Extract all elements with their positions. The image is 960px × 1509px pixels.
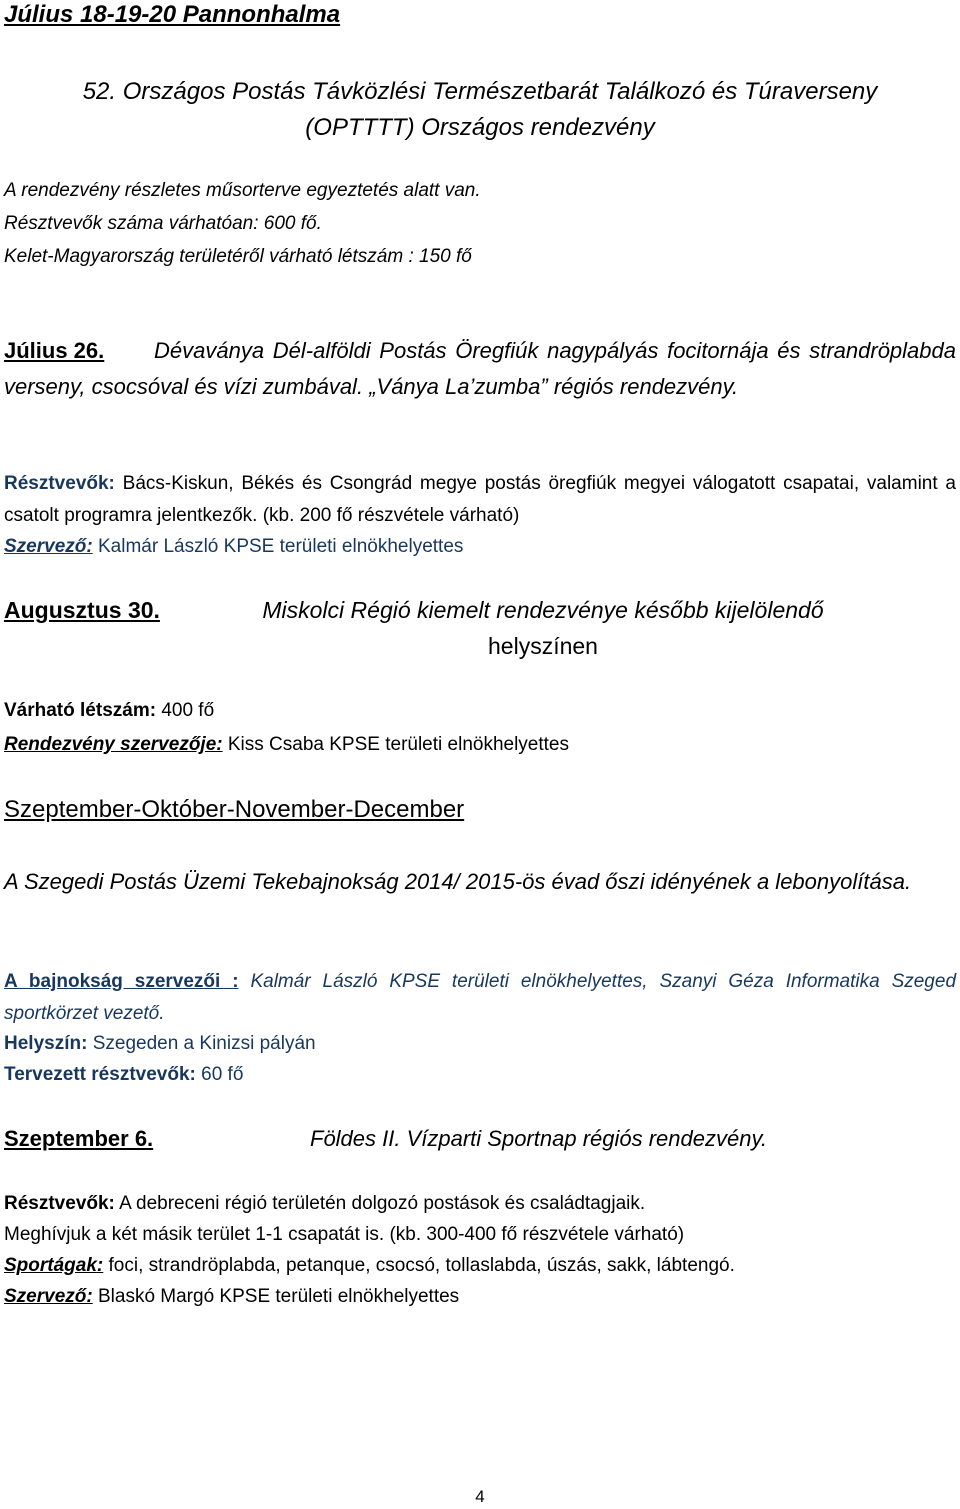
event3-title bbox=[216, 592, 870, 664]
event2-header bbox=[4, 333, 956, 405]
event2-participants-label: Résztvevők: bbox=[4, 473, 115, 494]
event1-date-heading: Július 18-19-20 Pannonhalma bbox=[4, 1, 341, 28]
event3-date: Augusztus 30. bbox=[4, 597, 160, 623]
event4-location-label: Helyszín: bbox=[4, 1033, 88, 1054]
event3-expected bbox=[4, 694, 956, 728]
event2-participants bbox=[4, 468, 956, 532]
event5-sports-label: Sportágak: bbox=[4, 1255, 104, 1276]
event4-planned-label: Tervezett résztvevők: bbox=[4, 1064, 196, 1085]
event5-organizer-label: Szervező: bbox=[4, 1286, 93, 1307]
event2-desc-quote: „Ványa La’zumba” bbox=[369, 374, 548, 399]
event3-details bbox=[4, 694, 956, 762]
event4-location bbox=[4, 1028, 956, 1059]
event3-organizer-text: Kiss Csaba KPSE területi elnökhelyettes bbox=[227, 734, 569, 755]
event5-participants bbox=[4, 1188, 956, 1219]
event5-participants-label: Résztvevők: bbox=[4, 1193, 115, 1214]
event5-date: Szeptember 6. bbox=[4, 1126, 154, 1151]
event1-line1: A rendezvény részletes műsorterve egyeztetés alatt van. bbox=[4, 180, 481, 201]
event5-participants-text: A debreceni régió területén dolgozó postások és családtagjaik. bbox=[119, 1193, 646, 1214]
event1-details bbox=[4, 174, 956, 273]
event3-expected-text: 400 fő bbox=[161, 700, 215, 721]
event5-organizer bbox=[4, 1281, 956, 1312]
event2-participants-text: Bács-Kiskun, Békés és Csongrád megye postás öregfiúk megyei válogatott csapatai, valamint a csatolt programra jelentkezők. (kb. 200 fő részvétele várható) bbox=[4, 473, 956, 526]
event4-organizers-label: A bajnokság szervezői : bbox=[4, 971, 239, 992]
event4-details bbox=[4, 1028, 956, 1090]
event1-title bbox=[10, 74, 950, 146]
event4-location-text: Szegeden a Kinizsi pályán bbox=[92, 1033, 316, 1054]
event4-planned bbox=[4, 1059, 956, 1090]
event2-organizer bbox=[4, 532, 956, 562]
event3-title-line1: Miskolci Régió kiemelt rendezvénye később kijelölendő bbox=[262, 597, 824, 623]
event5-sports-text: foci, strandröplabda, petanque, csocsó, tollaslabda, úszás, sakk, lábtengó. bbox=[108, 1255, 735, 1276]
event2-desc-part1: Dévaványa Dél-alföldi Postás Öregfiúk nagypályás focitornája és strandröplabda verseny, csocsóval és vízi zumbával. bbox=[4, 338, 956, 399]
event5-details bbox=[4, 1188, 956, 1312]
event4-organizers-text: Kalmár László KPSE területi elnökhelyettes, Szanyi Géza Informatika Szeged sportkörzet vezető. bbox=[4, 971, 957, 1024]
event3-title-line2: helyszínen bbox=[488, 633, 598, 659]
event2-organizer-text: Kalmár László KPSE területi elnökhelyettes bbox=[97, 536, 464, 557]
event4-planned-text: 60 fő bbox=[201, 1064, 244, 1085]
event4-title: A Szegedi Postás Üzemi Tekebajnokság 2014/ 2015-ös évad őszi idényének a lebonyolítása. bbox=[4, 869, 912, 894]
event5-title: Földes II. Vízparti Sportnap régiós rendezvény. bbox=[310, 1126, 767, 1151]
event3-expected-label: Várható létszám: bbox=[4, 700, 157, 721]
event2-desc-part2: régiós rendezvény. bbox=[553, 374, 739, 399]
event2-organizer-label: Szervező: bbox=[4, 536, 93, 557]
event1-title-line2: (OPTTTT) Országos rendezvény bbox=[305, 114, 655, 141]
event5-organizer-text: Blaskó Margó KPSE területi elnökhelyettes bbox=[97, 1286, 460, 1307]
event3-organizer-label: Rendezvény szervezője: bbox=[4, 734, 223, 755]
event2-date: Július 26. bbox=[4, 338, 105, 363]
event4-organizers bbox=[4, 966, 956, 1030]
event3-organizer bbox=[4, 728, 956, 762]
event5-invite: Meghívjuk a két másik terület 1-1 csapatát is. (kb. 300-400 fő részvétele várható) bbox=[4, 1224, 685, 1245]
event1-line3: Kelet-Magyarország területéről várható létszám : 150 fő bbox=[4, 246, 472, 267]
event1-title-line1: 52. Országos Postás Távközlési Természetbarát Találkozó és Túraverseny bbox=[82, 78, 878, 105]
page-number: 4 bbox=[475, 1487, 485, 1506]
event5-sports bbox=[4, 1250, 956, 1281]
event1-line2: Résztvevők száma várhatóan: 600 fő. bbox=[4, 213, 322, 234]
event4-heading: Szeptember-Október-November-December bbox=[4, 796, 465, 823]
